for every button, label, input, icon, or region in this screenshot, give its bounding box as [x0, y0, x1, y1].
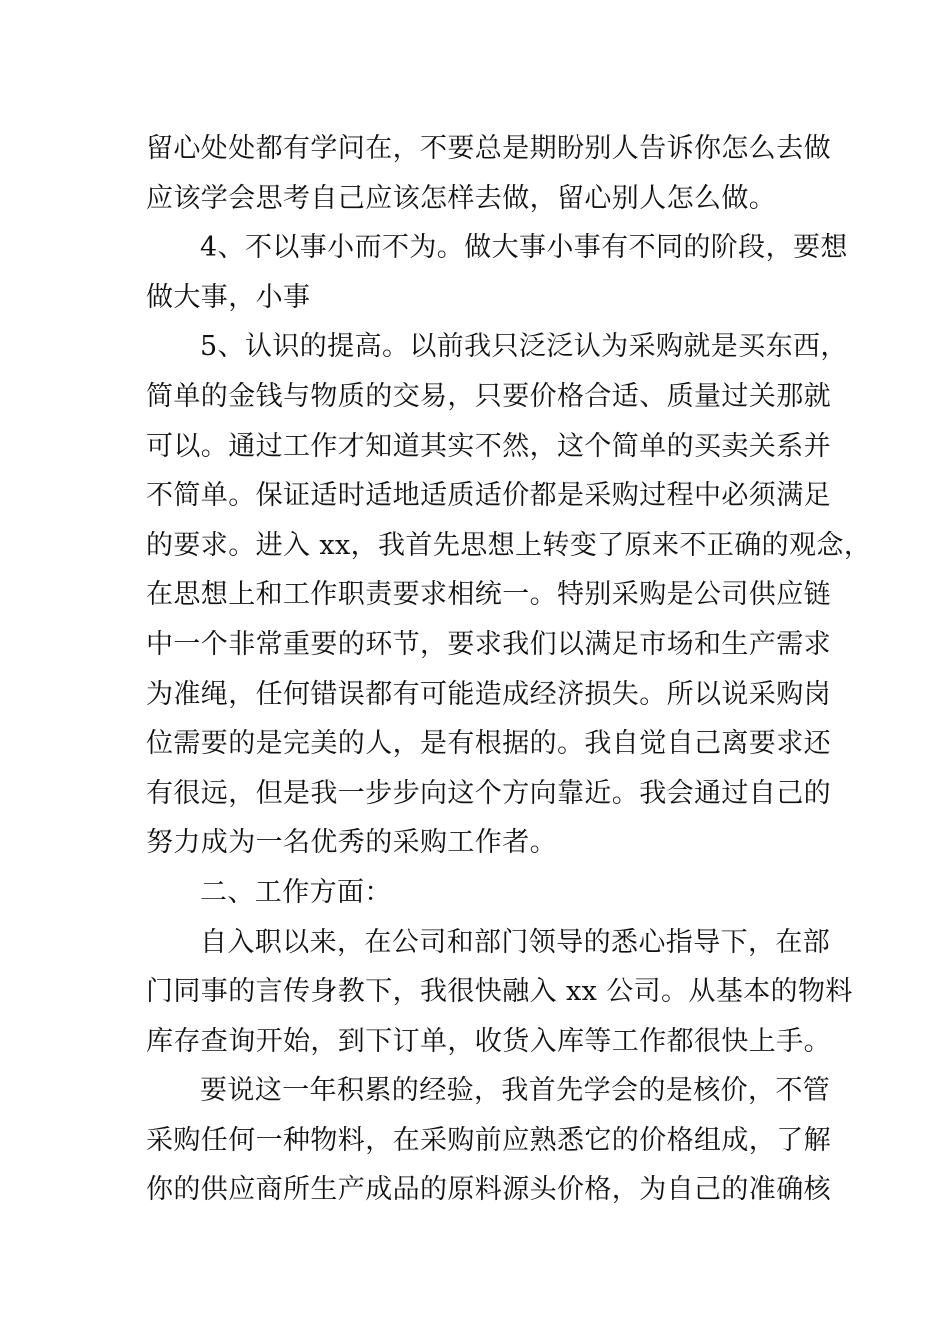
text-line: 中一个非常重要的环节，要求我们以满足市场和生产需求 — [146, 628, 831, 660]
text-line: 为准绳，任何错误都有可能造成经济损失。所以说采购岗 — [146, 678, 831, 710]
text-line: 位需要的是完美的人，是有根据的。我自觉自己离要求还 — [146, 728, 831, 760]
text-line: 应该学会思考自己应该怎样去做，留心别人怎么做。 — [146, 182, 777, 214]
text-line: 有很远，但是我一步步向这个方向靠近。我会通过自己的 — [146, 777, 831, 809]
text-line: 做大事，小事 — [146, 281, 311, 313]
text-line: 在思想上和工作职责要求相统一。特别采购是公司供应链 — [146, 579, 831, 611]
text-line: 努力成为一名优秀的采购工作者。 — [146, 827, 557, 859]
text-line: 你的供应商所生产成品的原料源头价格，为自己的准确核 — [146, 1174, 831, 1206]
section-heading: 二、工作方面： — [200, 876, 392, 908]
text-line: 要说这一年积累的经验，我首先学会的是核价，不管 — [200, 1075, 831, 1107]
text-line: 可以。通过工作才知道其实不然，这个简单的买卖关系并 — [146, 430, 831, 462]
text-line: 采购任何一种物料，在采购前应熟悉它的价格组成，了解 — [146, 1124, 831, 1156]
text-line: 4、不以事小而不为。做大事小事有不同的阶段，要想 — [200, 232, 848, 264]
text-line: 自入职以来，在公司和部门领导的悉心指导下，在部 — [200, 926, 831, 958]
text-line: 简单的金钱与物质的交易，只要价格合适、质量过关那就 — [146, 380, 831, 412]
document-body — [146, 124, 872, 1215]
text-line: 5、认识的提高。以前我只泛泛认为采购就是买东西， — [200, 331, 848, 363]
text-line: 不简单。保证适时适地适质适价都是采购过程中必须满足 — [146, 480, 831, 512]
text-line: 库存查询开始，到下订单，收货入库等工作都很快上手。 — [146, 1025, 831, 1057]
text-line: 的要求。进入 xx，我首先思想上转变了原来不正确的观念， — [146, 529, 872, 561]
text-line: 门同事的言传身教下，我很快融入 xx 公司。从基本的物料 — [146, 976, 853, 1008]
text-line: 留心处处都有学问在，不要总是期盼别人告诉你怎么去做 — [146, 133, 831, 164]
